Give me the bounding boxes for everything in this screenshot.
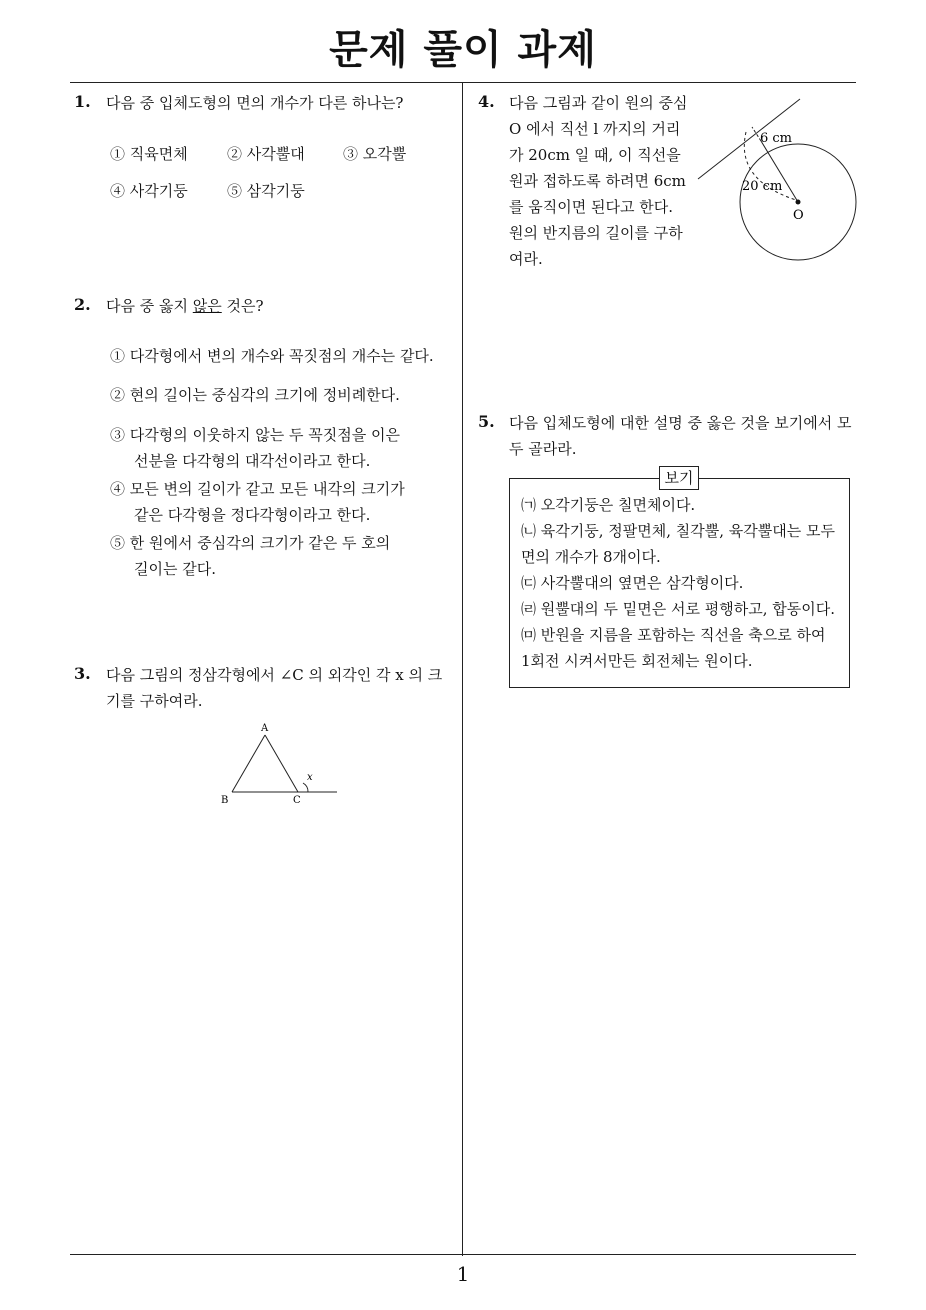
question-text-line-6: 원의 반지름의 길이를 구하 (509, 224, 683, 242)
option-5-cont: 길이는 같다. (134, 560, 216, 578)
triangle-figure (215, 718, 345, 810)
question-text-line-1: 다음 그림의 정삼각형에서 ∠C 의 외각인 각 x 의 크 (106, 666, 443, 684)
box-item-5-cont: 1회전 시켜서만든 회전체는 원이다. (521, 652, 753, 670)
question-text-line-2: 기를 구하여라. (106, 692, 203, 710)
column-divider (462, 82, 463, 1256)
top-divider (70, 82, 856, 83)
underlined-word: 않은 (192, 297, 222, 315)
question-number: 2. (74, 295, 91, 314)
triangle-side-ac (265, 735, 298, 792)
option-3: ③ 오각뿔 (343, 145, 407, 163)
center-label-o: O (793, 208, 804, 223)
question-number: 1. (74, 92, 91, 111)
question-number: 3. (74, 664, 91, 683)
bottom-divider (70, 1254, 856, 1255)
option-1: ① 직육면체 (110, 145, 188, 163)
box-item-2-cont: 면의 개수가 8개이다. (521, 548, 661, 566)
page-number: 1 (456, 1262, 470, 1286)
exterior-angle-arc (303, 783, 308, 792)
question-text-line-1: 다음 그림과 같이 원의 중심 (509, 94, 688, 112)
vertex-b-label: B (221, 795, 229, 806)
question-text: 다음 중 옳지 않은 것은? (106, 297, 264, 315)
question-number: 5. (478, 412, 495, 431)
question-text-line-2: O 에서 직선 l 까지의 거리 (509, 120, 681, 138)
option-3: ③ 다각형의 이웃하지 않는 두 꼭짓점을 이은 (110, 426, 400, 444)
angle-x-label: x (307, 772, 313, 783)
question-text-line-5: 를 움직이면 된다고 한다. (509, 198, 673, 216)
vertex-c-label: C (293, 795, 301, 806)
label-6cm: 6 cm (760, 131, 793, 146)
question-number: 4. (478, 92, 495, 111)
question-text-line-3: 가 20cm 일 때, 이 직선을 (509, 146, 681, 164)
circle-tangent-figure (690, 92, 865, 277)
box-item-4: ㈃ 원뿔대의 두 밑면은 서로 평행하고, 합동이다. (521, 600, 835, 618)
option-1: ① 다각형에서 변의 개수와 꼭짓점의 개수는 같다. (110, 347, 434, 365)
question-text-line-4: 원과 접하도록 하려면 6cm (509, 172, 686, 190)
center-point (796, 200, 801, 205)
triangle-side-ab (232, 735, 265, 792)
box-item-2: ㈁ 육각기둥, 정팔면체, 칠각뿔, 육각뿔대는 모두 (521, 522, 835, 540)
example-box-label: 보기 (659, 466, 699, 490)
box-item-1: ㈀ 오각기둥은 칠면체이다. (521, 496, 696, 514)
option-2: ② 현의 길이는 중심각의 크기에 정비례한다. (110, 386, 400, 404)
question-text: 다음 중 입체도형의 면의 개수가 다른 하나는? (106, 94, 404, 112)
option-3-cont: 선분을 다각형의 대각선이라고 한다. (134, 452, 371, 470)
box-item-3: ㈂ 사각뿔대의 옆면은 삼각형이다. (521, 574, 744, 592)
page-title: 문제 풀이 과제 (329, 27, 597, 73)
box-item-5: ㈄ 반원을 지름을 포함하는 직선을 축으로 하여 (521, 626, 826, 644)
label-20cm: 20 cm (742, 179, 783, 194)
option-4-cont: 같은 다각형을 정다각형이라고 한다. (134, 506, 371, 524)
question-text-line-7: 여라. (509, 250, 543, 268)
question-text-line-2: 두 골라라. (509, 440, 577, 458)
option-2: ② 사각뿔대 (227, 145, 305, 163)
option-5: ⑤ 한 원에서 중심각의 크기가 같은 두 호의 (110, 534, 391, 552)
option-4: ④ 모든 변의 길이가 같고 모든 내각의 크기가 (110, 480, 405, 498)
question-text-line-1: 다음 입체도형에 대한 설명 중 옳은 것을 보기에서 모 (509, 414, 852, 432)
vertex-a-label: A (261, 723, 269, 734)
option-4: ④ 사각기둥 (110, 182, 188, 200)
option-5: ⑤ 삼각기둥 (227, 182, 305, 200)
